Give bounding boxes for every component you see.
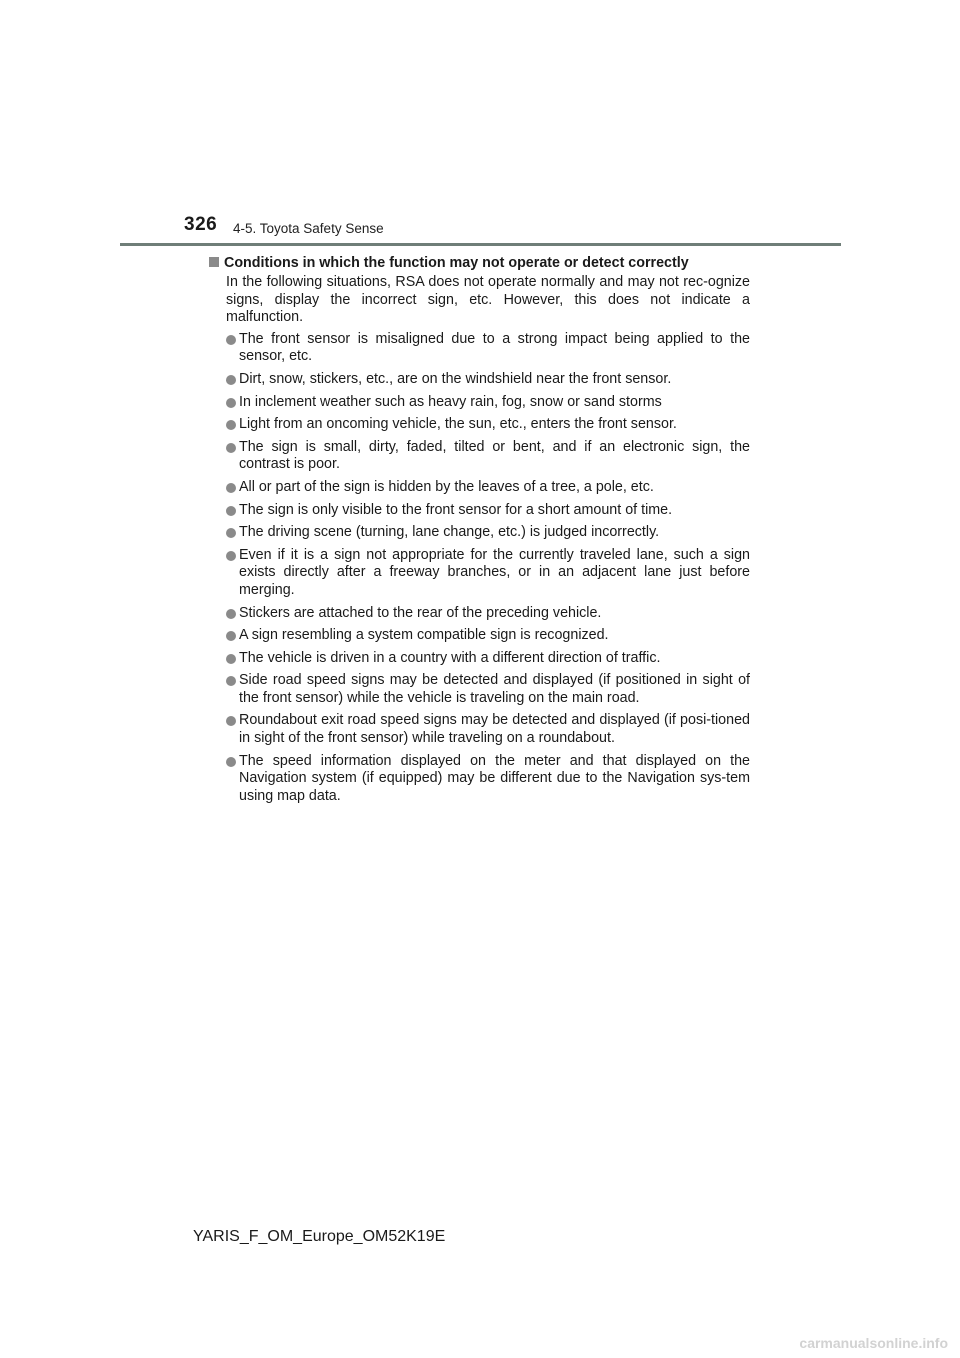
document-code: YARIS_F_OM_Europe_OM52K19E	[193, 1228, 446, 1245]
list-item-text: Stickers are attached to the rear of the preceding vehicle.	[239, 604, 602, 621]
circle-bullet-icon	[226, 335, 236, 345]
list-item	[226, 753, 750, 806]
circle-bullet-icon	[226, 420, 236, 430]
list-item	[226, 524, 750, 542]
list-item-text: The vehicle is driven in a country with a different direction of traffic.	[239, 649, 661, 666]
circle-bullet-icon	[226, 631, 236, 641]
circle-bullet-icon	[226, 609, 236, 619]
list-item	[226, 502, 750, 520]
section-title: 4-5. Toyota Safety Sense	[233, 221, 384, 236]
list-item	[226, 605, 750, 623]
list-item-text: The sign is only visible to the front sensor for a short amount of time.	[239, 501, 673, 518]
list-item-text: The driving scene (turning, lane change, etc.) is judged incorrectly.	[239, 524, 660, 541]
section-heading-text: Conditions in which the function may not operate or detect correctly	[224, 255, 689, 271]
circle-bullet-icon	[226, 506, 236, 516]
circle-bullet-icon	[226, 757, 236, 767]
square-bullet-icon	[209, 257, 219, 267]
section-heading	[209, 253, 750, 273]
list-item-text: Light from an oncoming vehicle, the sun, etc., enters the front sensor.	[239, 416, 677, 433]
circle-bullet-icon	[226, 375, 236, 385]
list-item	[226, 672, 750, 707]
list-item	[226, 394, 750, 412]
watermark: carmanualsonline.info	[799, 1335, 948, 1351]
list-item	[226, 416, 750, 434]
list-item-text: In inclement weather such as heavy rain, fog, snow or sand storms	[239, 393, 662, 410]
circle-bullet-icon	[226, 654, 236, 664]
list-item	[226, 479, 750, 497]
list-item-text: Side road speed signs may be detected and displayed (if positioned in sight of the front sensor) while the vehicle is traveling on the main road.	[239, 672, 750, 706]
list-item	[226, 371, 750, 389]
list-item-text: All or part of the sign is hidden by the leaves of a tree, a pole, etc.	[239, 478, 654, 495]
circle-bullet-icon	[226, 716, 236, 726]
conditions-list	[209, 331, 750, 806]
circle-bullet-icon	[226, 398, 236, 408]
list-item	[226, 627, 750, 645]
list-item	[226, 439, 750, 474]
header-divider	[120, 243, 841, 246]
page-number: 326	[184, 214, 218, 235]
list-item-text: Even if it is a sign not appropriate for the currently traveled lane, such a sign exists directly after a freeway branches, or in an adjacent lane just before merging.	[239, 546, 750, 598]
circle-bullet-icon	[226, 528, 236, 538]
list-item-text: Roundabout exit road speed signs may be detected and displayed (if posi-tioned in sight of the front sensor) while traveling on a roundabout.	[239, 712, 750, 747]
list-item	[226, 331, 750, 366]
list-item-text: The speed information displayed on the meter and that displayed on the Navigation system (if equipped) may be different due to the Navigation sys-tem using map data.	[239, 752, 750, 804]
circle-bullet-icon	[226, 443, 236, 453]
list-item-text: The front sensor is misaligned due to a strong impact being applied to the sensor, etc.	[239, 330, 750, 365]
list-item	[226, 650, 750, 668]
intro-paragraph: In the following situations, RSA does not operate normally and may not rec-ognize signs, display the incorrect sign, etc. However, this does not indicate a malfunction.	[226, 274, 750, 326]
main-content	[209, 253, 750, 810]
list-item-text: The sign is small, dirty, faded, tilted or bent, and if an electronic sign, the contrast is poor.	[239, 438, 750, 473]
circle-bullet-icon	[226, 676, 236, 686]
list-item-text: Dirt, snow, stickers, etc., are on the windshield near the front sensor.	[239, 370, 672, 387]
list-item-text: A sign resembling a system compatible sign is recognized.	[239, 627, 609, 644]
list-item	[226, 547, 750, 600]
circle-bullet-icon	[226, 483, 236, 493]
list-item	[226, 712, 750, 747]
circle-bullet-icon	[226, 551, 236, 561]
